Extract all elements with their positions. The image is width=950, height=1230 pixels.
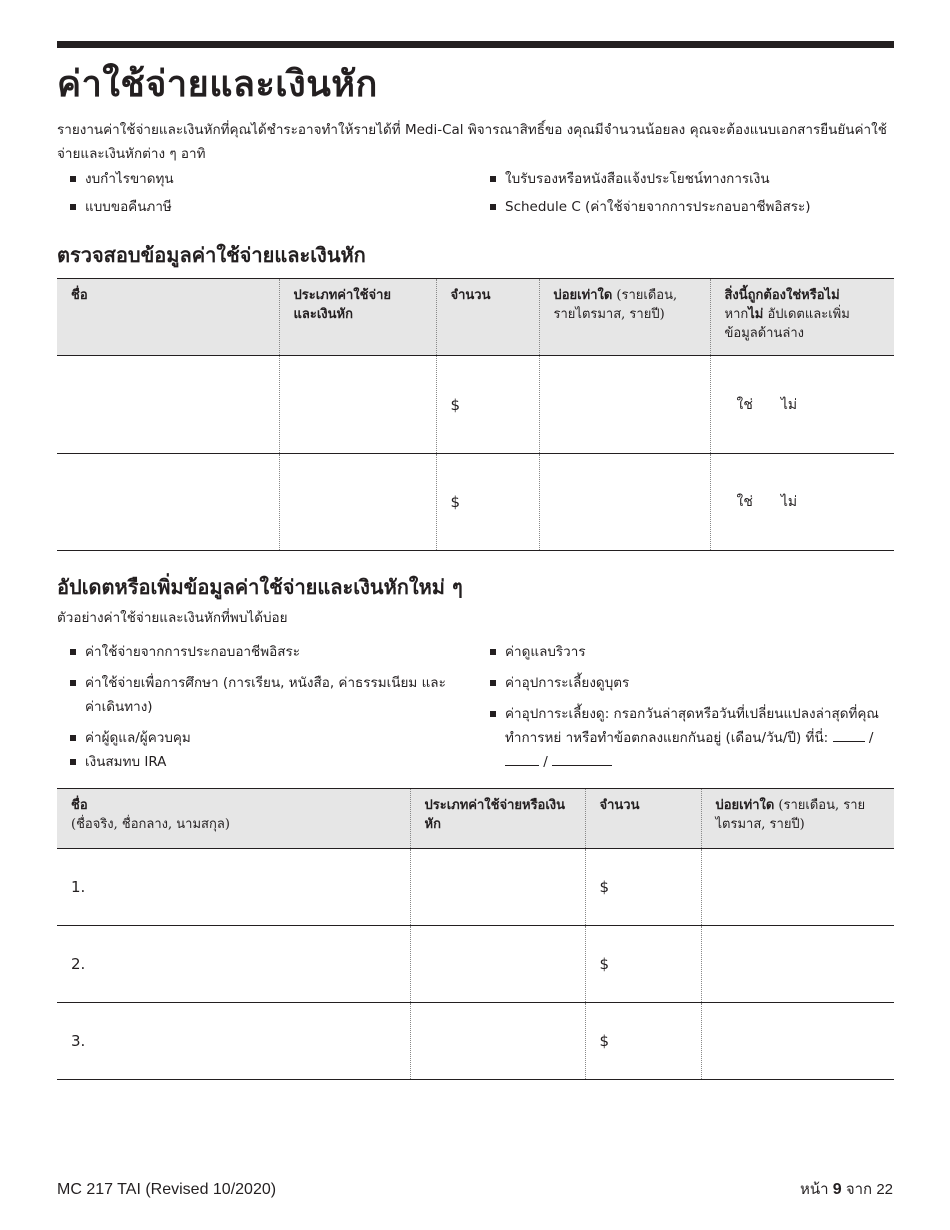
list-item: เงินสมทบ IRA (70, 750, 470, 774)
table-row (57, 356, 894, 454)
form-id: MC 217 TAI (Revised 10/2020) (57, 1181, 277, 1198)
frequency-cell[interactable] (701, 849, 894, 926)
alimony-text: ค่าอุปการะเลี้ยงดู: กรอกวันล่าสุดหรือวันที่เปลี่ยนแปลงล่าสุดที่คุณทำการหย่ าหรือทำข้อตกลงแยกกันอยู่ (เดือน/วัน/ปี) ที่นี่: (505, 706, 879, 746)
list-item: Schedule C (ค่าใช้จ่ายจากการประกอบอาชีพอิสระ) (490, 193, 890, 221)
alimony-item (490, 702, 885, 774)
col-name: ชื่อ (ชื่อจริง, ชื่อกลาง, นามสกุล) (57, 789, 410, 849)
list-item: ค่าใช้จ่ายจากการประกอบอาชีพอิสระ (70, 640, 470, 664)
page-title: ค่าใช้จ่ายและเงินหัก (57, 63, 378, 105)
col-frequency: บ่อยเท่าใด (รายเดือน, รายไตรมาส, รายปี) (701, 789, 894, 849)
type-cell[interactable] (279, 454, 436, 551)
table-row (57, 849, 894, 926)
frequency-cell[interactable] (701, 1003, 894, 1080)
name-cell[interactable]: 2. (57, 926, 410, 1003)
day-blank[interactable] (505, 752, 539, 766)
name-cell[interactable]: 1. (57, 849, 410, 926)
documents-list-left (70, 165, 470, 221)
examples-list-right (490, 640, 885, 781)
intro-text: รายงานค่าใช้จ่ายและเงินหักที่คุณได้ชำระอาจทำให้รายได้ที่ Medi-Cal พิจารณาสิทธิ์ขอ งคุณมีจำนวนน้อยลง คุณจะต้องแนบเอกสารยืนยันค่าใช้จ่ายและเงินหักต่าง ๆ อาทิ (57, 122, 887, 162)
col-correct: สิ่งนี้ถูกต้องใช่หรือไม่ หากไม่ อัปเดตและเพิ่มข้อมูลด้านล่าง (710, 279, 894, 356)
type-cell[interactable] (410, 1003, 585, 1080)
frequency-cell[interactable] (539, 356, 710, 454)
type-cell[interactable] (410, 926, 585, 1003)
frequency-cell[interactable] (701, 926, 894, 1003)
examples-list-left (70, 640, 470, 781)
yes-option[interactable]: ใช่ (736, 396, 753, 413)
col-type: ประเภทค่าใช้จ่ายหรือเงินหัก (410, 789, 585, 849)
update-table (57, 788, 894, 1080)
name-cell[interactable]: 3. (57, 1003, 410, 1080)
col-amount: จำนวน (585, 789, 701, 849)
type-cell[interactable] (410, 849, 585, 926)
amount-cell[interactable]: $ (436, 356, 539, 454)
list-item: ค่าใช้จ่ายเพื่อการศึกษา (การเรียน, หนังสือ, ค่าธรรมเนียม และค่าเดินทาง) (70, 671, 460, 719)
update-heading: อัปเดตหรือเพิ่มข้อมูลค่าใช้จ่ายและเงินหักใหม่ ๆ (57, 575, 463, 599)
page-number: หน้า 9 จาก 22 (800, 1181, 893, 1198)
list-item: แบบขอคืนภาษี (70, 193, 470, 221)
review-header-row (57, 279, 894, 356)
update-header-row (57, 789, 894, 849)
correct-cell (710, 454, 894, 551)
list-item: งบกำไรขาดทุน (70, 165, 470, 193)
yes-option[interactable]: ใช่ (736, 494, 753, 510)
amount-cell[interactable]: $ (585, 926, 701, 1003)
list-item: ค่าดูแลบริวาร (490, 640, 885, 664)
amount-cell[interactable]: $ (585, 849, 701, 926)
no-option[interactable]: ไม่ (780, 494, 798, 510)
date-separator: / (868, 730, 874, 746)
col-frequency: บ่อยเท่าใด (รายเดือน, รายไตรมาส, รายปี) (539, 279, 710, 356)
type-cell[interactable] (279, 356, 436, 454)
documents-list-right (490, 165, 890, 221)
col-name: ชื่อ (57, 279, 279, 356)
amount-cell[interactable]: $ (585, 1003, 701, 1080)
amount-cell[interactable]: $ (436, 454, 539, 551)
review-table (57, 278, 894, 551)
table-row (57, 454, 894, 551)
year-blank[interactable] (552, 752, 612, 766)
list-item: ใบรับรองหรือหนังสือแจ้งประโยชน์ทางการเงิน (490, 165, 890, 193)
frequency-cell[interactable] (539, 454, 710, 551)
name-cell[interactable] (57, 454, 279, 551)
top-rule (57, 41, 894, 48)
date-separator: / (543, 754, 548, 770)
table-row (57, 1003, 894, 1080)
col-type: ประเภทค่าใช้จ่าย และเงินหัก (279, 279, 436, 356)
col-amount: จำนวน (436, 279, 539, 356)
name-cell[interactable] (57, 356, 279, 454)
correct-cell (710, 356, 894, 454)
no-option[interactable]: ไม่ (780, 396, 798, 413)
update-subheading: ตัวอย่างค่าใช้จ่ายและเงินหักที่พบได้บ่อย (57, 610, 288, 626)
table-row (57, 926, 894, 1003)
review-heading: ตรวจสอบข้อมูลค่าใช้จ่ายและเงินหัก (57, 243, 366, 267)
list-item: ค่าอุปการะเลี้ยงดูบุตร (490, 671, 885, 695)
month-blank[interactable] (833, 728, 865, 742)
list-item: ค่าผู้ดูแล/ผู้ควบคุม (70, 726, 470, 750)
